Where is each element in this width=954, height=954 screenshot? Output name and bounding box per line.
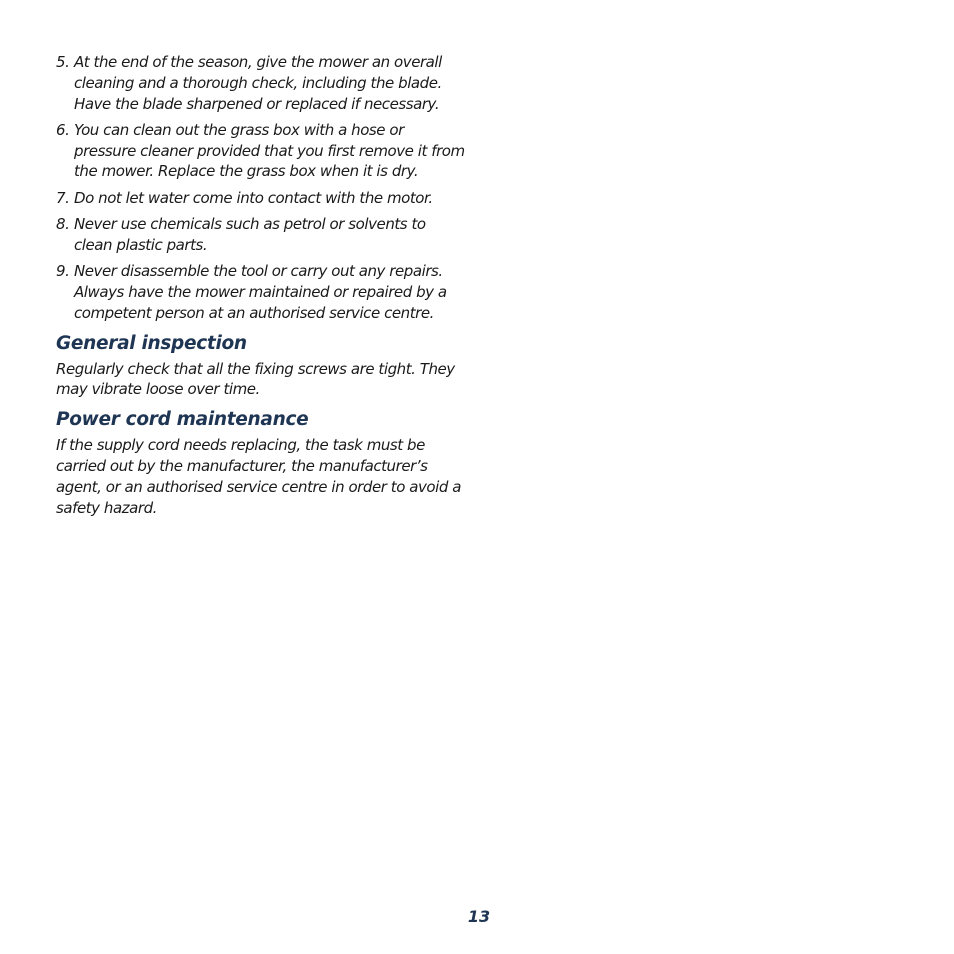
content-column	[56, 52, 468, 518]
list-item	[56, 188, 468, 209]
maintenance-steps-list	[56, 52, 468, 324]
list-item	[56, 52, 468, 114]
step-text: Never disassemble the tool or carry out any repairs. Always have the mower maintained or repaired by a competent person at an authorised service centre.	[74, 262, 447, 322]
power-cord-body: If the supply cord needs replacing, the task must be carried out by the manufacturer, the manufacturer’s agent, or an authorised service centre in order to avoid a safety hazard.	[56, 436, 461, 517]
step-text: Do not let water come into contact with the motor.	[74, 188, 433, 207]
power-cord-heading: Power cord maintenance	[56, 409, 309, 431]
step-number: 5.	[56, 53, 70, 71]
step-number: 8.	[56, 215, 70, 234]
step-number: 7.	[56, 188, 70, 207]
list-item	[56, 261, 468, 323]
step-text: You can clean out the grass box with a hose or pressure cleaner provided that you first remove it from the mower. Replace the grass box when it is dry.	[74, 120, 465, 181]
step-number: 6.	[56, 120, 70, 139]
list-item	[56, 214, 468, 256]
general-inspection-body: Regularly check that all the fixing screws are tight. They may vibrate loose over time.	[56, 359, 455, 399]
general-inspection-heading: General inspection	[56, 332, 247, 354]
step-text: Never use chemicals such as petrol or solvents to clean plastic parts.	[74, 215, 426, 254]
page-number: 13	[467, 907, 491, 926]
list-item	[56, 120, 468, 182]
step-number: 9.	[56, 262, 70, 281]
step-text: At the end of the season, give the mower an overall cleaning and a thorough check, including the blade. Have the blade sharpened or replaced if necessary.	[74, 53, 442, 113]
